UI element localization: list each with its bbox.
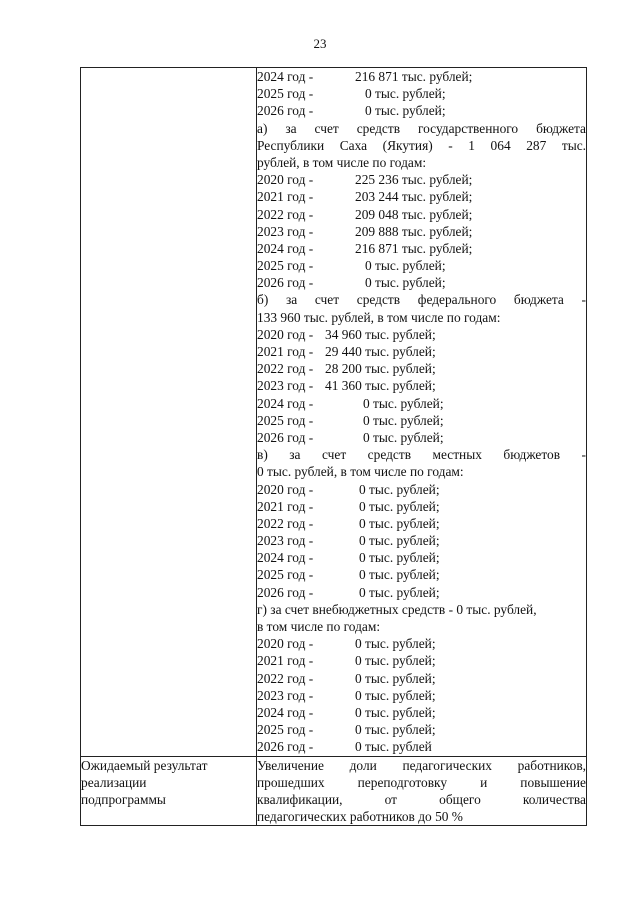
year-value: 216 871 тыс. рублей; [355,240,473,256]
section-heading: г) за счет внебюджетных средств - 0 тыс. рублей, [257,601,537,617]
result-row [81,756,587,826]
year-value: 28 200 тыс. рублей; [325,361,436,377]
year-value: 0 тыс. рублей; [365,86,446,102]
year-label: 2024 год - [257,69,314,84]
year-label: 2020 год - [257,481,314,497]
year-value: 0 тыс. рублей; [355,687,436,703]
year-line [257,223,586,240]
year-line [257,85,586,102]
year-value: 0 тыс. рублей; [359,567,440,583]
year-value: 209 048 тыс. рублей; [355,206,473,222]
year-value: 209 888 тыс. рублей; [355,223,473,239]
year-label: 2022 год - [257,515,314,531]
year-line [257,171,586,188]
section-g [257,601,586,756]
year-line [257,515,586,532]
year-line [257,481,586,498]
result-text: педагогических работников до 50 % [257,809,463,825]
year-label: 2023 год - [257,223,314,239]
year-value: 0 тыс. рублей; [355,704,436,720]
result-label-cell [81,756,257,826]
year-line [257,738,586,755]
section-heading: рублей, в том числе по годам: [257,154,427,170]
year-value: 0 тыс. рублей; [359,550,440,566]
result-text-cell [257,756,587,826]
year-value: 0 тыс. рублей; [359,481,440,497]
year-value: 0 тыс. рублей; [363,412,444,428]
result-text: квалификации, от общего количества [257,791,586,807]
year-line [257,704,586,721]
year-value: 225 236 тыс. рублей; [355,172,473,188]
year-label: 2021 год - [257,344,314,359]
year-label: 2020 год - [257,326,314,342]
year-label: 2025 год - [257,258,314,274]
year-line [257,498,586,515]
year-label: 2025 год - [257,722,314,738]
year-value: 203 244 тыс. рублей; [355,189,473,205]
year-line [257,377,586,394]
year-label: 2022 год - [257,206,314,222]
year-value: 34 960 тыс. рублей; [325,326,436,342]
section-a [257,120,586,292]
year-label: 2022 год - [257,361,314,377]
year-line [257,566,586,583]
year-label: 2024 год - [257,240,314,256]
year-label: 2025 год - [257,412,314,428]
result-label: реализации [81,774,147,790]
year-line [257,412,586,429]
year-label: 2020 год - [257,172,314,188]
year-label: 2024 год - [257,704,314,720]
year-value: 0 тыс. рублей; [359,533,440,549]
year-value: 0 тыс. рублей; [355,653,436,669]
year-label: 2026 год - [257,103,314,119]
year-label: 2024 год - [257,550,314,566]
year-line [257,240,586,257]
financing-label-cell [81,68,257,757]
year-value: 41 360 тыс. рублей; [325,378,436,394]
financing-row [81,68,587,757]
year-line [257,68,586,85]
year-line [257,188,586,205]
result-label: Ожидаемый результат [81,757,208,773]
section-heading: а) за счет средств государственного бюджета [257,120,586,136]
year-value: 0 тыс. рублей; [355,636,436,652]
year-value: 0 тыс. рублей; [363,395,444,411]
year-label: 2020 год - [257,636,314,652]
year-line [257,429,586,446]
year-line [257,652,586,669]
year-label: 2021 год - [257,189,314,205]
year-label: 2026 год - [257,739,314,755]
year-value: 0 тыс. рублей; [359,515,440,531]
year-value: 29 440 тыс. рублей; [325,344,436,359]
year-value: 0 тыс. рублей; [355,670,436,686]
year-value: 0 тыс. рублей; [355,722,436,738]
year-value: 0 тыс. рублей [355,739,432,755]
year-label: 2023 год - [257,533,314,549]
year-label: 2025 год - [257,86,314,102]
section-v [257,446,586,601]
year-line [257,274,586,291]
section-heading: в том числе по годам: [257,619,381,634]
financing-value-cell [257,68,587,757]
year-label: 2023 год - [257,687,314,703]
year-value: 0 тыс. рублей; [365,258,446,274]
year-label: 2026 год - [257,584,314,600]
year-line [257,721,586,738]
section-heading: Республики Саха (Якутия) - 1 064 287 тыс. [257,137,586,153]
financing-table [80,67,587,826]
year-value: 0 тыс. рублей; [365,275,446,291]
year-value: 0 тыс. рублей; [359,498,440,514]
year-line [257,326,586,343]
year-line [257,532,586,549]
top-rows [257,68,586,120]
section-heading: 133 960 тыс. рублей, в том числе по годам: [257,309,501,325]
year-label: 2025 год - [257,567,314,583]
year-line [257,206,586,223]
year-line [257,635,586,652]
year-line [257,360,586,377]
result-label: подпрограммы [81,791,166,807]
year-value: 0 тыс. рублей; [365,103,446,119]
year-label: 2026 год - [257,275,314,291]
year-value: 216 871 тыс. рублей; [355,69,473,84]
section-b [257,291,586,446]
year-line [257,670,586,687]
year-line [257,584,586,601]
year-line [257,687,586,704]
year-label: 2026 год - [257,429,314,445]
year-line [257,549,586,566]
year-line [257,343,586,360]
year-line [257,102,586,119]
result-text: прошедших переподготовку и повышение [257,774,586,790]
year-line [257,257,586,274]
year-label: 2022 год - [257,670,314,686]
section-heading: 0 тыс. рублей, в том числе по годам: [257,464,464,480]
year-line [257,395,586,412]
section-heading: б) за счет средств федерального бюджета - [257,292,586,308]
year-value: 0 тыс. рублей; [363,429,444,445]
year-label: 2021 год - [257,653,314,669]
year-label: 2024 год - [257,395,314,411]
page-number: 23 [313,36,327,51]
year-label: 2023 год - [257,378,314,394]
section-heading: в) за счет средств местных бюджетов - [257,447,586,463]
year-value: 0 тыс. рублей; [359,584,440,600]
result-text: Увеличение доли педагогических работников, [257,757,586,773]
year-label: 2021 год - [257,498,314,514]
